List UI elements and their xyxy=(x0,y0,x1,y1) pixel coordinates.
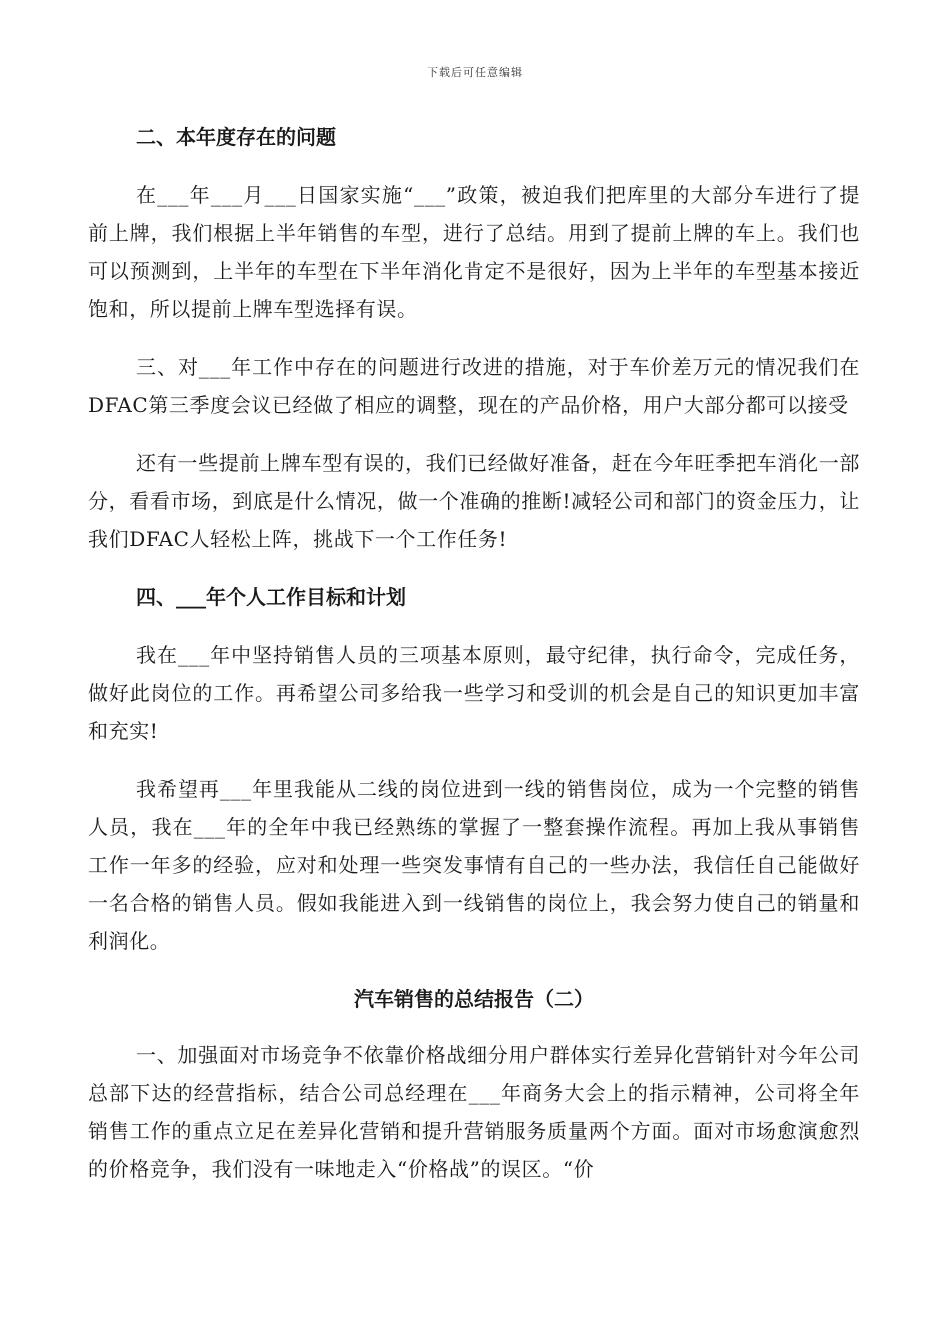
paragraph-improvements: 三、对___年工作中存在的问题进行改进的措施，对于车价差万元的情况我们在DFAC第三季度会议已经做了相应的调整，现在的产品价格，用户大部分都可以接受 xyxy=(88,355,860,417)
document-body xyxy=(88,118,860,1208)
paragraph-problems: 在___年___月___日国家实施“___”政策，被迫我们把库里的大部分车进行了提前上牌，我们根据上半年销售的车型，进行了总结。用到了提前上牌的车上。我们也可以预测到，上半年的车型在下半年消化肯定不是很好，因为上半年的车型基本接近饱和，所以提前上牌车型选择有误。 xyxy=(88,183,860,321)
paragraph-principles: 我在___年中坚持销售人员的三项基本原则，最守纪律，执行命令，完成任务，做好此岗位的工作。再希望公司多给我一些学习和受训的机会是自己的知识更加丰富和充实! xyxy=(88,643,860,743)
paragraph-hopes: 我希望再___年里我能从二线的岗位进到一线的销售岗位，成为一个完整的销售人员，我在___年的全年中我已经熟练的掌握了一整套操作流程。再加上我从事销售工作一年多的经验，应对和处理一些突发事情有自己的一些办法，我信任自己能做好一名合格的销售人员。假如我能进入到一线销售的岗位上，我会努力使自己的销量和利润化。 xyxy=(88,777,860,953)
page-header-note: 下载后可任意编辑 xyxy=(427,66,523,79)
section-heading-problems: 二、本年度存在的问题 xyxy=(136,125,336,149)
section-heading-goals: 四、___年个人工作目标和计划 xyxy=(136,585,406,609)
paragraph-competition: 一、加强面对市场竞争不依靠价格战细分用户群体实行差异化营销针对今年公司总部下达的经营指标，结合公司总经理在___年商务大会上的指示精神，公司将全年销售工作的重点立足在差异化营销和提升营销服务质量两个方面。面对市场愈演愈烈的价格竞争，我们没有一味地走入“价格战”的误区。“价 xyxy=(88,1043,860,1181)
paragraph-preparation: 还有一些提前上牌车型有误的，我们已经做好准备，赶在今年旺季把车消化一部分，看看市场，到底是什么情况，做一个准确的推断!减轻公司和部门的资金压力，让我们DFAC人轻松上阵，挑战下一个工作任务! xyxy=(88,451,860,551)
report-title-2: 汽车销售的总结报告（二） xyxy=(354,987,594,1011)
